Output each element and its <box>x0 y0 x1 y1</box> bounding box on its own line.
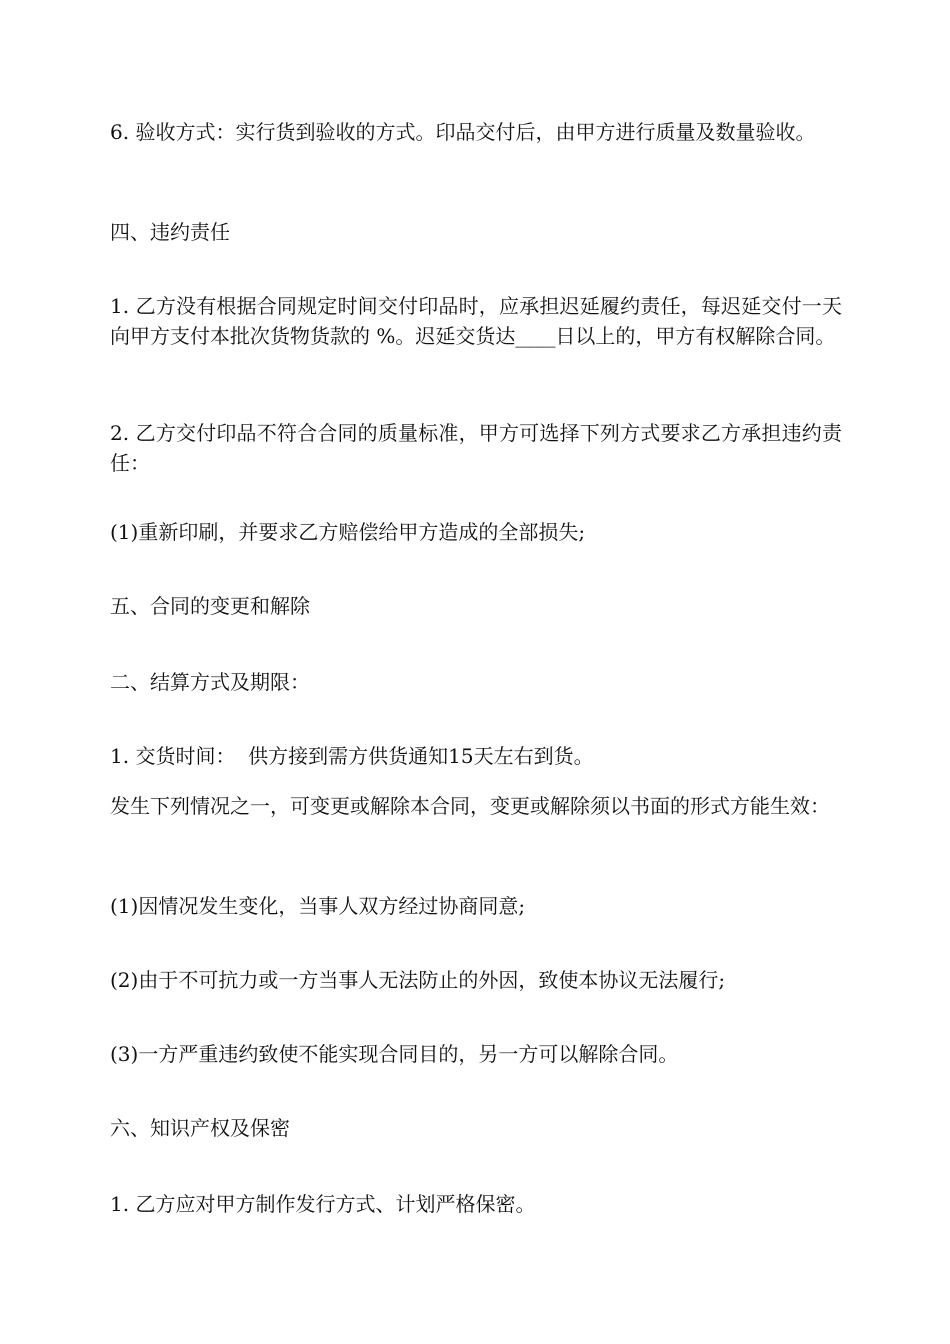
paragraph-confidentiality: 1. 乙方应对甲方制作发行方式、计划严格保密。 <box>110 1192 536 1216</box>
paragraph-quality-nonconformity: 2. 乙方交付印品不符合合同的质量标准，甲方可选择下列方式要求乙方承担违约责任： <box>110 421 842 475</box>
heading-breach-liability: 四、违约责任 <box>110 220 230 244</box>
heading-settlement: 二、结算方式及期限： <box>110 670 310 694</box>
heading-ip-confidentiality: 六、知识产权及保密 <box>110 1116 290 1140</box>
paragraph-reprint: (1)重新印刷，并要求乙方赔偿给甲方造成的全部损失; <box>110 520 586 544</box>
paragraph-change-conditions: 发生下列情况之一，可变更或解除本合同，变更或解除须以书面的形式方能生效： <box>110 794 830 818</box>
paragraph-condition-1: (1)因情况发生变化，当事人双方经过协商同意; <box>110 894 526 918</box>
paragraph-condition-3: (3)一方严重违约致使不能实现合同目的，另一方可以解除合同。 <box>110 1042 679 1066</box>
paragraph-late-delivery: 1. 乙方没有根据合同规定时间交付印品时，应承担迟延履约责任，每迟延交付一天向甲方支付本批次货物货款的 %。迟延交货达____日以上的，甲方有权解除合同。 <box>110 294 842 348</box>
paragraph-acceptance-method: 6. 验收方式：实行货到验收的方式。印品交付后，由甲方进行质量及数量验收。 <box>110 120 816 144</box>
paragraph-condition-2: (2)由于不可抗力或一方当事人无法防止的外因，致使本协议无法履行; <box>110 968 726 992</box>
paragraph-delivery-time: 1. 交货时间： 供方接到需方供货通知15天左右到货。 <box>110 744 594 768</box>
heading-contract-change: 五、合同的变更和解除 <box>110 594 310 618</box>
